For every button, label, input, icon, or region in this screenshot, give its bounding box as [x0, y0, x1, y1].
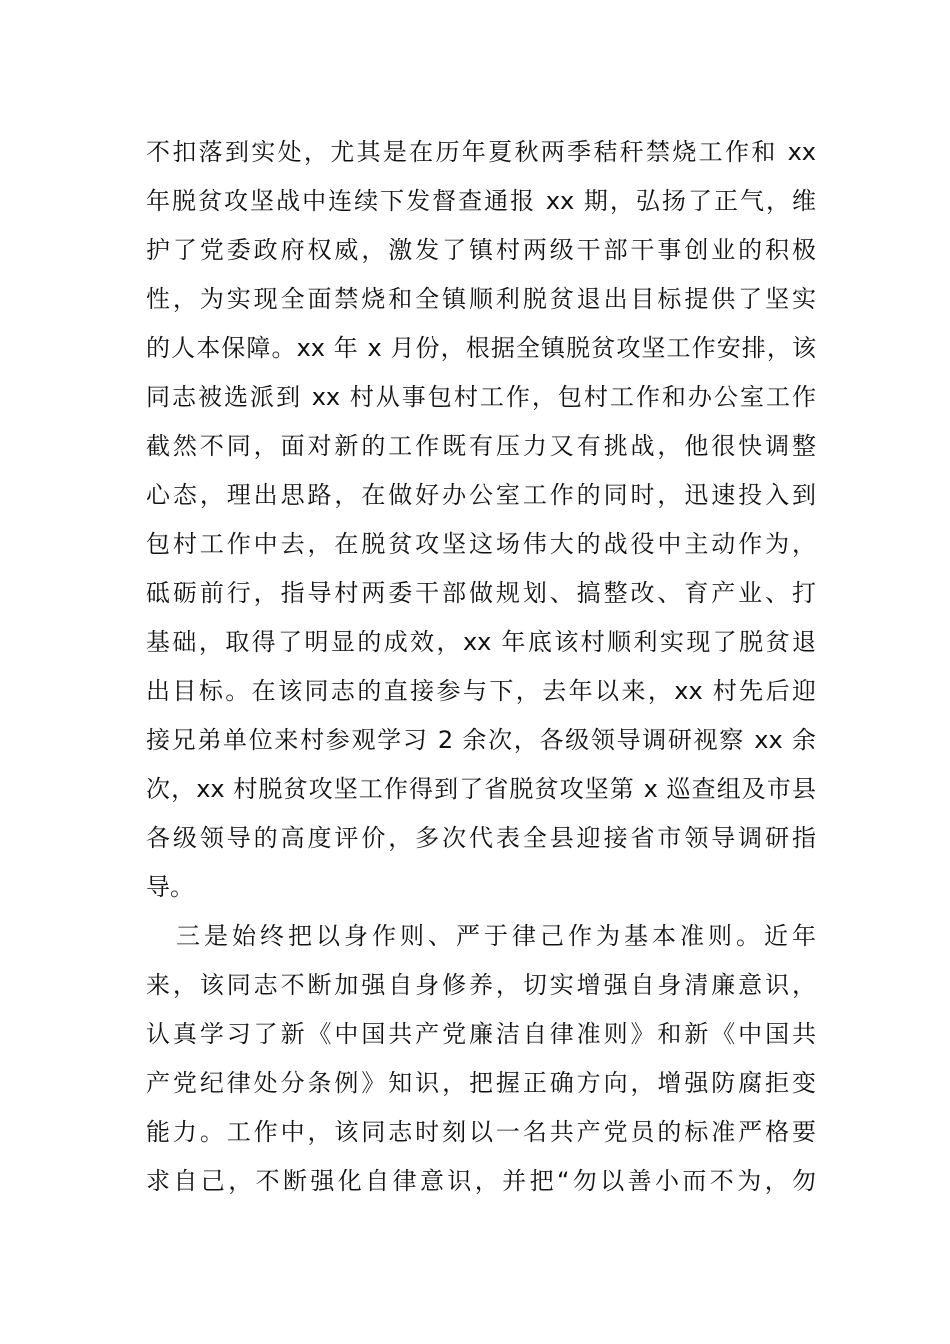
text-line: 包村工作中去，在脱贫攻坚这场伟大的战役中主动作为，: [146, 530, 816, 558]
text-line: 求自己，不断强化自律意识，并把“勿以善小而不为，勿: [146, 1167, 816, 1195]
paragraph-continued: [146, 128, 816, 912]
text-line: 来，该同志不断加强自身修养，切实增强自身清廉意识，: [146, 971, 816, 999]
text-line: 能力。工作中，该同志时刻以一名共产党员的标准严格要: [146, 1118, 816, 1146]
text-line: 各级领导的高度评价，多次代表全县迎接省市领导调研指: [146, 824, 816, 852]
text-line: 砥砺前行，指导村两委干部做规划、搞整改、育产业、打: [146, 579, 816, 607]
text-line: 出目标。在该同志的直接参与下，去年以来，xx 村先后迎: [146, 677, 816, 705]
text-line: 基础，取得了明显的成效，xx 年底该村顺利实现了脱贫退: [146, 628, 816, 656]
text-line: 性，为实现全面禁烧和全镇顺利脱贫退出目标提供了坚实: [146, 285, 816, 313]
text-line: 次，xx 村脱贫攻坚工作得到了省脱贫攻坚第 x 巡查组及市县: [146, 775, 816, 803]
text-line: 导。: [146, 873, 194, 901]
text-line: 心态，理出思路，在做好办公室工作的同时，迅速投入到: [146, 481, 816, 509]
text-line: 同志被选派到 xx 村从事包村工作，包村工作和办公室工作: [146, 383, 816, 411]
text-line: 接兄弟单位来村参观学习 2 余次，各级领导调研视察 xx 余: [146, 726, 816, 754]
text-line: 护了党委政府权威，激发了镇村两级干部干事创业的积极: [146, 236, 816, 264]
text-line: 认真学习了新《中国共产党廉洁自律准则》和新《中国共: [146, 1020, 816, 1048]
text-line: 的人本保障。xx 年 x 月份，根据全镇脱贫攻坚工作安排，该: [146, 334, 816, 362]
document-body: [146, 128, 816, 1206]
text-line: 产党纪律处分条例》知识，把握正确方向，增强防腐拒变: [146, 1069, 816, 1097]
text-line: 截然不同，面对新的工作既有压力又有挑战，他很快调整: [146, 432, 816, 460]
paragraph-three: [146, 912, 816, 1206]
text-line: 不扣落到实处，尤其是在历年夏秋两季秸秆禁烧工作和 xx: [146, 138, 816, 166]
text-line: 三是始终把以身作则、严于律己作为基本准则。近年: [176, 922, 816, 950]
text-line: 年脱贫攻坚战中连续下发督查通报 xx 期，弘扬了正气，维: [146, 187, 816, 215]
